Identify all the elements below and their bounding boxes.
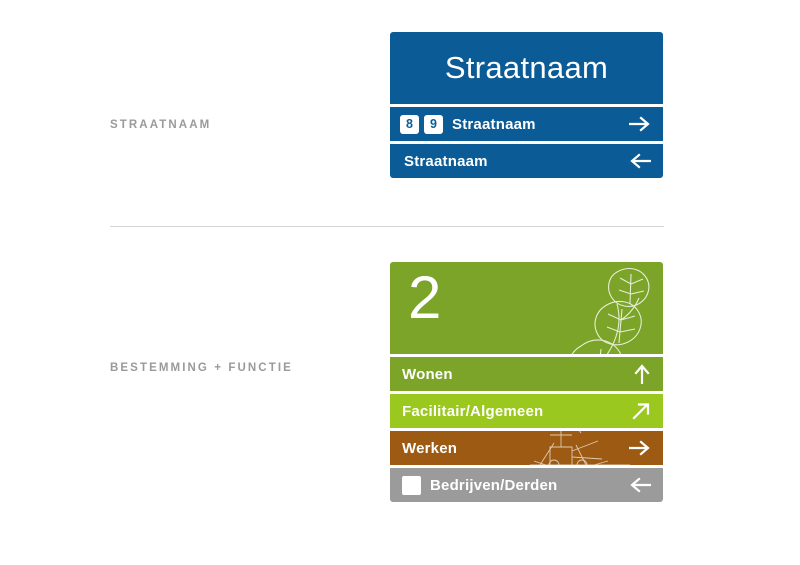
destination-row-wonen-text: Wonen [402, 365, 453, 383]
machine-illustration-icon [520, 431, 640, 465]
arrow-left-icon [629, 477, 651, 493]
street-name-sign [390, 32, 663, 178]
section-label-straatnaam: STRAATNAAM [110, 119, 212, 131]
destination-sign-header [390, 262, 663, 354]
street-sign-row-1-text: Straatnaam [452, 115, 536, 133]
destination-row-werken-text: Werken [402, 439, 458, 457]
street-sign-header [390, 32, 663, 104]
destination-row-facilitair-text: Facilitair/Algemeen [402, 402, 544, 420]
destination-row-wonen [390, 357, 663, 391]
house-number-badge-8: 8 [400, 115, 419, 134]
section-label-bestemming: BESTEMMING + FUNCTIE [110, 362, 293, 374]
street-sign-row-2-text: Straatnaam [404, 152, 488, 170]
street-sign-row-2 [390, 144, 663, 178]
street-sign-row-1 [390, 107, 663, 141]
arrow-up-right-icon [631, 401, 651, 421]
arrow-left-icon [629, 153, 651, 169]
section-divider [110, 226, 664, 227]
destination-row-bedrijven-text: Bedrijven/Derden [430, 476, 558, 494]
arrow-right-icon [629, 440, 651, 456]
white-square-icon [402, 476, 421, 495]
arrow-right-icon [629, 116, 651, 132]
arrow-up-icon [633, 364, 651, 384]
destination-row-werken [390, 431, 663, 465]
destination-row-facilitair [390, 394, 663, 428]
leaf-illustration-icon [519, 262, 663, 354]
street-sign-header-text: Straatnaam [444, 50, 609, 85]
destination-number: 2 [408, 264, 442, 331]
destination-function-sign [390, 262, 663, 502]
house-number-badge-9: 9 [424, 115, 443, 134]
destination-row-bedrijven [390, 468, 663, 502]
